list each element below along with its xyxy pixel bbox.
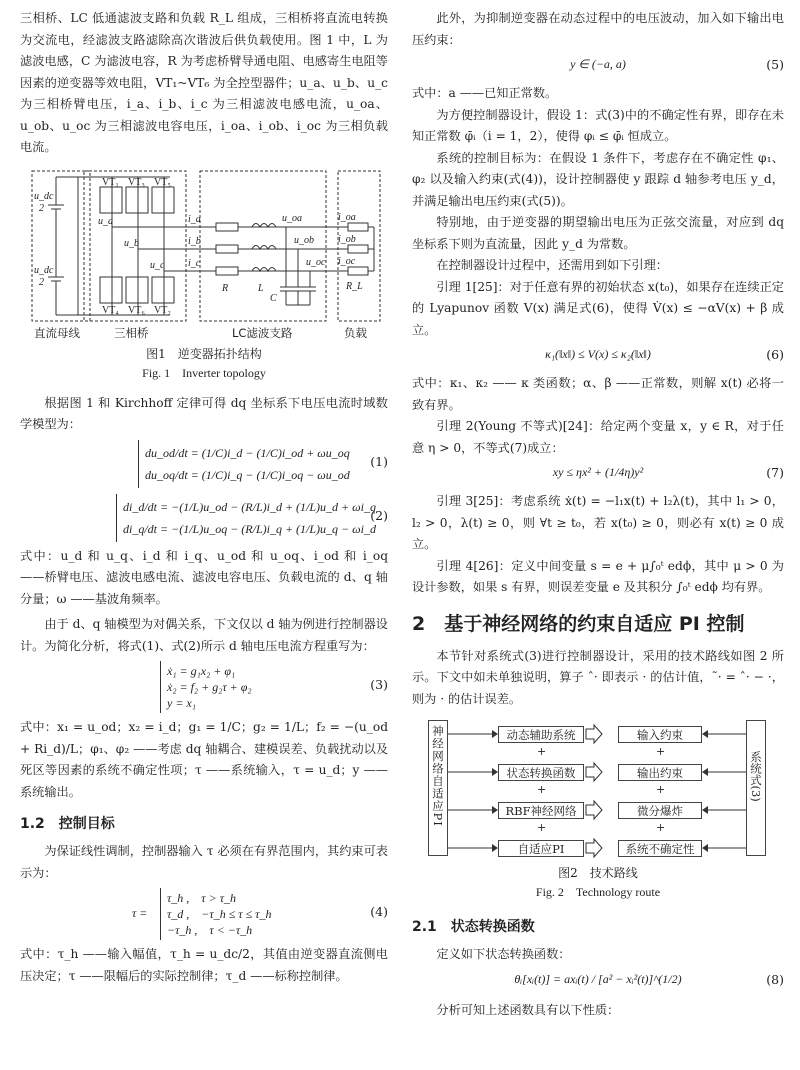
eq1-line-1: du_od/dt = (1/C)i_d − (1/C)i_od + ωu_oq <box>145 445 350 460</box>
label-vt6: VT₆ <box>128 304 145 316</box>
figure-1 <box>20 165 388 343</box>
eq8-body: θᵢ[xᵢ(t)] = axᵢ(t) / [a² − xᵢ²(t)]^(1/2) <box>514 971 682 986</box>
equation-4 <box>20 888 388 940</box>
label-ioc: i_oc <box>338 255 356 267</box>
plus-left-3: + <box>537 821 547 834</box>
section-2-title: 2 基于神经网络的约束自适应 PI 控制 <box>412 612 745 635</box>
eq4-line-1: τ_h , τ > τ_h <box>167 891 236 905</box>
eq4-lhs: τ = <box>132 906 148 920</box>
flow-right-box <box>746 720 766 856</box>
flow-box-rbf-nn: RBF神经网络 <box>498 802 584 819</box>
paragraph-assumption-1: 为方便控制器设计，假设 1：式(3)中的不确定性有界，即存在未知正常数 φ̄ᵢ（i = 1，2），使得 φᵢ ≤ φ̄ᵢ 恒成立。 <box>412 107 784 143</box>
left-column <box>20 0 388 987</box>
flow-box-adaptive-pi: 自适应PI <box>498 840 584 857</box>
eq3-line-2: ẋ₂ = f₂ + g₂τ + φ₂ <box>167 680 252 694</box>
eq2-number: (2) <box>370 507 388 523</box>
label-ioa: i_oa <box>338 211 356 223</box>
paragraph-section-2-intro: 本节针对系统式(3)进行控制器设计，采用的技术路线如图 2 所示。下文中如未单独说明，算子 ˆ· 即表示 · 的估计值，˜· = ˆ· − ·，则为 · 的估计误差。 <box>412 648 784 706</box>
flow-left-box <box>428 720 448 856</box>
figure-2-connectors <box>412 716 784 864</box>
label-ua: u_a <box>98 215 113 227</box>
paragraph-lemma-4: 引理 4[26]：定义中间变量 s = e + μ∫₀ᵗ edϕ，其中 μ > 0 为设计参数，如果 s 有界，则误差变量 e 及其积分 ∫₀ᵗ edϕ 均有界。 <box>412 558 784 594</box>
label-RL: R_L <box>346 280 363 292</box>
equation-5 <box>412 51 784 83</box>
eq3-line-1: ẋ₁ = g₁x₂ + φ₁ <box>167 664 236 678</box>
equation-8 <box>412 966 784 1000</box>
paragraph-lemma-intro: 在控制器设计过程中，还需用到如下引理： <box>436 258 668 272</box>
equation-1 <box>20 440 388 488</box>
plus-right-1: + <box>656 745 666 758</box>
figure-2-caption-cn: 图2 技术路线 <box>558 866 638 880</box>
paragraph-reference-const: 特别地，由于逆变器的期望输出电压为正弦交流量，对应到 dq 坐标系下则为直流量，因此 y_d 为常数。 <box>412 215 784 251</box>
plus-left-1: + <box>537 745 547 758</box>
label-vt2: VT₂ <box>154 304 171 316</box>
group-load: 负载 <box>344 325 367 340</box>
label-vt1: VT₁ <box>102 176 119 188</box>
paragraph-constraint-intro: 为保证线性调制，控制器输入 τ 必须在有界范围内，其约束可表示为： <box>20 844 388 880</box>
label-two-bottom: 2 <box>39 276 44 288</box>
flow-left-label: 神经网络自适应PI <box>431 725 445 827</box>
section-1-2-title: 1.2 控制目标 <box>20 816 115 832</box>
right-column <box>412 0 784 1021</box>
eq1-number: (1) <box>370 453 388 469</box>
label-ic: i_c <box>188 257 201 269</box>
flow-box-output-constraint: 输出约束 <box>618 764 702 781</box>
paragraph-rewrite: 由于 d、q 轴模型为对偶关系，下文仅以 d 轴为例进行控制器设计。为简化分析，将式(1)、式(2)所示 d 轴电压电流方程重写为： <box>20 617 388 653</box>
eq2-line-2: di_q/dt = −(1/L)u_oq − (R/L)i_q + (1/L)u_q − ωi_d <box>123 521 376 536</box>
label-vt5: VT₅ <box>154 176 171 188</box>
paragraph-lemma-3: 引理 3[25]：考虑系统 ẋ(t) = −l₁x(t) + l₂λ(t)，其中 l₁ > 0，l₂ > 0，λ(t) ≥ 0，则 ∀t ≥ t₀，若 x(t₀) ≥ 0，则必有 x(t) ≥ 0 成立。 <box>412 494 784 551</box>
flow-box-aux-system: 动态辅助系统 <box>498 726 584 743</box>
paragraph-properties: 分析可知上述函数具有以下性质： <box>436 1002 620 1017</box>
section-2-1-title: 2.1 状态转换函数 <box>412 919 535 935</box>
eq2-line-1: di_d/dt = −(1/L)u_od − (R/L)i_d + (1/L)u_d + ωi_q <box>123 499 376 514</box>
paragraph-voltage-constraint: 此外，为抑制逆变器在动态过程中的电压波动，加入如下输出电压约束： <box>412 11 784 47</box>
paragraph-lemma-2: 引理 2(Young 不等式)[24]：给定两个变量 x，y ∈ R，对于任意 η > 0，不等式(7)成立： <box>412 419 784 455</box>
figure-2 <box>412 716 784 864</box>
equation-6 <box>412 341 784 373</box>
flow-box-diff-explosion: 微分爆炸 <box>618 802 702 819</box>
equation-7 <box>412 459 784 491</box>
paragraph-eq4-vars: 式中：τ_h ——输入幅值，τ_h = u_dc/2，其值由逆变器直流侧电压决定；τ ——限幅后的实际控制律；τ_d ——标称控制律。 <box>20 947 388 983</box>
eq5-body: y ∈ (−a, a) <box>570 57 626 71</box>
paragraph-model-intro: 根据图 1 和 Kirchhoff 定律可得 dq 坐标系下电压电流时域数学模型为： <box>20 395 388 431</box>
equation-2 <box>20 494 388 542</box>
label-ub: u_b <box>124 237 139 249</box>
label-udc-top: u_dc <box>34 190 54 202</box>
inverter-topology-diagram <box>20 165 388 343</box>
label-two-top: 2 <box>39 202 44 214</box>
group-bridge: 三相桥 <box>114 325 149 340</box>
equation-3 <box>20 661 388 713</box>
paragraph-control-goal: 系统的控制目标为：在假设 1 条件下，考虑存在不确定性 φ₁、φ₂ 以及输入约束(式(4))，设计控制器使 y 跟踪 d 轴参考电压 y_d，并满足输出电压约束(式(5))。 <box>412 150 784 208</box>
plus-right-2: + <box>656 783 666 796</box>
flow-box-input-constraint: 输入约束 <box>618 726 702 743</box>
label-R: R <box>222 282 229 294</box>
label-L: L <box>258 282 264 294</box>
label-vt3: VT₃ <box>128 176 145 188</box>
eq7-number: (7) <box>766 465 784 480</box>
eq3-line-3: y = x₁ <box>167 696 196 710</box>
eq8-number: (8) <box>766 971 784 987</box>
plus-right-3: + <box>656 821 666 834</box>
eq4-line-3: −τ_h , τ < −τ_h <box>167 923 253 937</box>
figure-1-caption-en: Fig. 1 Inverter topology <box>142 365 266 380</box>
paragraph-eq3-vars: 式中：x₁ = u_od；x₂ = i_d；g₁ = 1/C；g₂ = 1/L；f₂ = −(u_od + Ri_d)/L；φ₁、φ₂ ——考虑 dq 轴耦合、建模误差、负载扰动以及死区等因素的系统不确定性项；τ ——系统输入，τ = u_d；y ——系统输出。 <box>20 720 389 799</box>
eq6-number: (6) <box>766 347 784 362</box>
figure-2-caption-en: Fig. 2 Technology route <box>535 885 661 899</box>
label-uc: u_c <box>150 259 165 271</box>
label-uob: u_ob <box>294 234 314 246</box>
paragraph-eq5-vars: 式中：a ——已知正常数。 <box>412 86 558 100</box>
label-ib: i_b <box>188 235 201 247</box>
label-udc-bottom: u_dc <box>34 264 54 276</box>
label-uoc: u_oc <box>306 256 326 268</box>
flow-box-uncertainty: 系统不确定性 <box>618 840 702 857</box>
label-uoa: u_oa <box>282 212 302 224</box>
plus-left-2: + <box>537 783 547 796</box>
eq6-body: κ₁(‖x‖) ≤ V(x) ≤ κ₂(‖x‖) <box>545 347 651 361</box>
eq7-body: xy ≤ ηx² + (1/4η)y² <box>552 465 644 479</box>
group-lc-branch: LC滤波支路 <box>232 325 293 340</box>
eq3-number: (3) <box>370 677 388 692</box>
label-iob: i_ob <box>338 233 356 245</box>
eq4-line-2: τ_d , −τ_h ≤ τ ≤ τ_h <box>167 907 272 921</box>
paragraph-topology: 三相桥、LC 低通滤波支路和负载 R_L 组成，三相桥将直流电转换为交流电，经滤波支路滤除高次谐波后供负载使用。图 1 中，L 为滤波电感，C 为滤波电容，R 为考虑桥臂导通电阻、电感寄生电阻等因素的逆变器等效电阻，VT₁~VT₆ 为全控型器件；u_a、u_b、u_c 为三相桥臂电压，i_a、i_b、i_c 为三相滤波电感电流，u_oa、u_ob、u_oc 为三相滤波电容电压，i_oa、i_ob、i_oc 为三相负载电流。 <box>20 11 388 154</box>
paragraph-eq6-vars: 式中：κ₁、κ₂ —— κ 类函数；α、β ——正常数，则解 x(t) 必将一致有界。 <box>412 376 784 412</box>
eq5-number: (5) <box>766 57 784 72</box>
paragraph-lemma-1: 引理 1[25]：对于任意有界的初始状态 x(t₀)，如果存在连续正定的 Lyapunov 函数 V(x) 满足式(6)，使得 V̇(x) ≤ −αV(x) + β 成立。 <box>412 279 784 337</box>
flow-right-label: 系统式(3) <box>749 751 763 802</box>
eq1-line-2: du_oq/dt = (1/C)i_q − (1/C)i_oq − ωu_od <box>145 467 350 482</box>
paragraph-eq2-vars: 式中：u_d 和 u_q、i_d 和 i_q、u_od 和 u_oq、i_od 和 i_oq ——桥臂电压、滤波电感电流、滤波电容电压、负载电流的 d、q 轴分量；ω ——基波角频率。 <box>20 548 388 606</box>
paragraph-state-transform-def: 定义如下状态转换函数： <box>436 947 571 961</box>
figure-1-caption-cn: 图1 逆变器拓扑结构 <box>146 346 262 361</box>
group-dc-bus: 直流母线 <box>34 325 80 340</box>
label-ia: i_a <box>188 213 201 225</box>
label-C: C <box>270 292 277 304</box>
eq4-number: (4) <box>370 904 388 919</box>
label-vt4: VT₄ <box>102 304 119 316</box>
flow-box-state-transform: 状态转换函数 <box>498 764 584 781</box>
